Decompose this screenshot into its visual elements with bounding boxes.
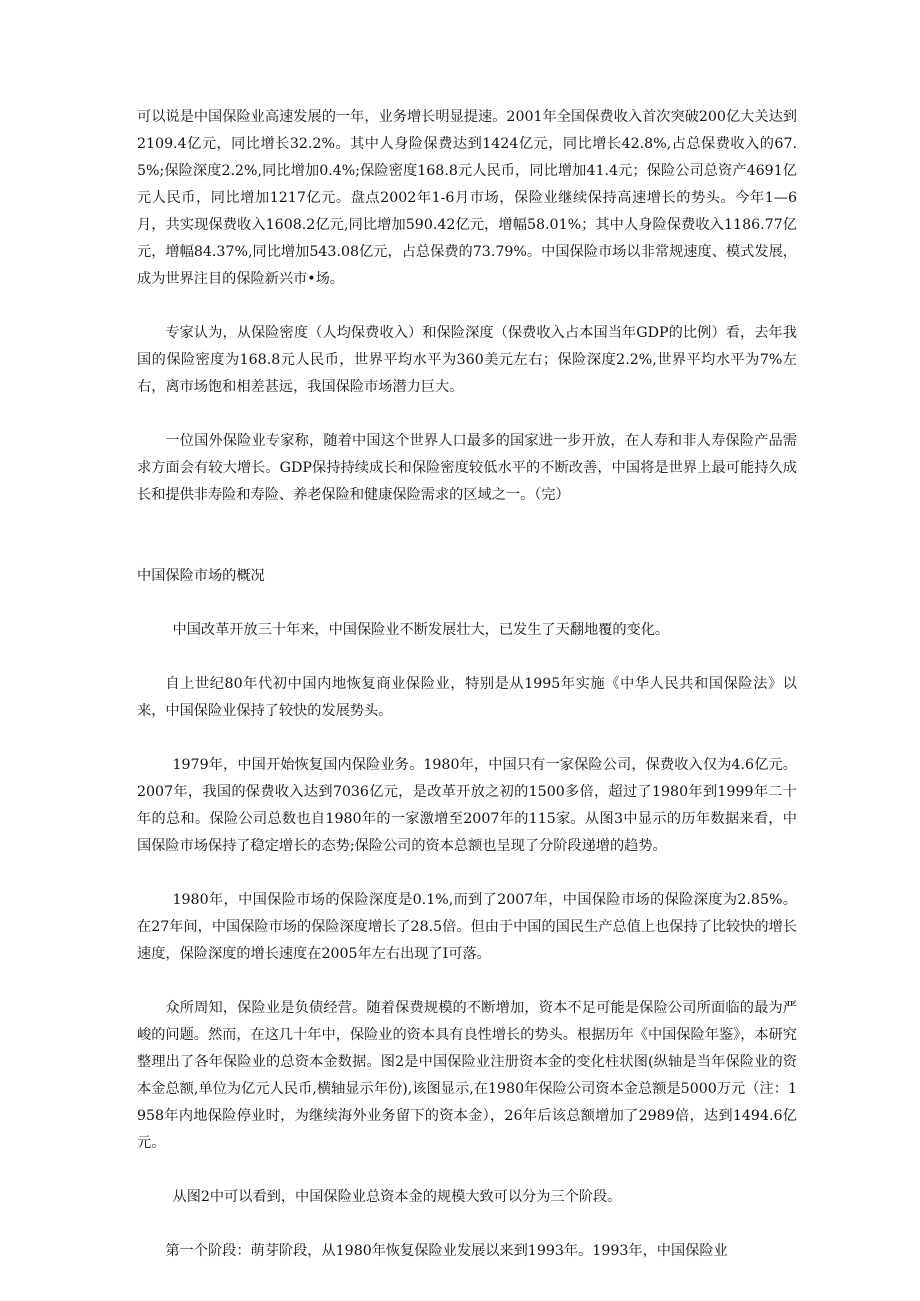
document-page bbox=[137, 104, 797, 1292]
paragraph-2001-premium-stats: 可以说是中国保险业高速发展的一年，业务增长明显提速。2001年全国保费收入首次突破200亿大关达到2109.4亿元，同比增长32.2%。其中人身险保费达到1424亿元，同比增长42.8%,占总保费收入的67.5%;保险深度2.2%,同比增加0.4%;保险密度168.8元人民币，同比增加41.4元；保险公司总资产4691亿元人民币，同比增加1217亿元。盘点2002年1-6月市场，保险业继续保持高速增长的势头。今年1—6月，共实现保费收入1608.2亿元,同比增加590.42亿元，增幅58.01%；其中人身险保费收入1186.77亿元，增幅84.37%,同比增加543.08亿元，占总保费的73.79%。中国保险市场以非常规速度、模式发展，成为世界注目的保险新兴市•场。 bbox=[137, 109, 797, 287]
paragraph-foreign-expert: 一位国外保险业专家称，随着中国这个世界人口最多的国家进一步开放，在人寿和非人寿保险产品需求方面会有较大增长。GDP保持持续成长和保险密度较低水平的不断改善，中国将是世界上最可能持久成长和提供非寿险和寿险、养老保险和健康保险需求的区域之一。（完） bbox=[137, 433, 797, 503]
paragraph-insurance-law: 自上世纪80年代初中国内地恢复商业保险业，特别是从1995年实施《中华人民共和国保险法》以来，中国保险业保持了较快的发展势头。 bbox=[137, 676, 797, 719]
paragraph-insurance-depth: 1980年，中国保险市场的保险深度是0.1%,而到了2007年，中国保险市场的保险深度为2.85%。在27年间，中国保险市场的保险深度增长了28.5倍。但由于中国的国民生产总值上也保持了比较快的增长速度，保险深度的增长速度在2005年左右出现了I可落。 bbox=[137, 892, 797, 962]
paragraph-capital-growth: 众所周知，保险业是负债经营。随着保费规模的不断增加，资本不足可能是保险公司所面临的最为严峻的问题。然而，在这几十年中，保险业的资本具有良性增长的势头。根据历年《中国保险年鉴》，本研究整理出了各年保险业的总资本金数据。图2是中国保险业注册资本金的变化柱状图(纵轴是当年保险业的资本金总额,单位为亿元人民币,横轴显示年份),该图显示,在1980年保险公司资本金总额是5000万元（注：1958年内地保险停业时，为继续海外业务留下的资本金），26年后该总额增加了2989倍，达到1494.6亿元。 bbox=[137, 1000, 797, 1151]
paragraph-reform-thirty-years: 中国改革开放三十年来，中国保险业不断发展壮大，已发生了天翻地覆的变化。 bbox=[172, 622, 670, 638]
paragraph-1979-restoration: 1979年，中国开始恢复国内保险业务。1980年，中国只有一家保险公司，保费收入仅为4.6亿元。2007年，我国的保费收入达到7036亿元，是改革开放之初的1500多倍，超过了1980年到1999年二十年的总和。保险公司总数也自1980年的一家激增至2007年的115家。从图3中显示的历年数据来看，中国保险市场保持了稳定增长的态势;保险公司的资本总额也呈现了分阶段递增的趋势。 bbox=[137, 757, 797, 854]
section-title: 中国保险市场的概况 bbox=[137, 568, 265, 584]
paragraph-expert-opinion: 专家认为，从保险密度（人均保费收入）和保险深度（保费收入占本国当年GDP的比例）看，去年我国的保险密度为168.8元人民币，世界平均水平为360美元左右；保险深度2.2%,世界平均水平为7%左右，离市场饱和相差甚远，我国保险市场潜力巨大。 bbox=[137, 325, 797, 395]
paragraph-three-stages: 从图2中可以看到，中国保险业总资本金的规模大致可以分为三个阶段。 bbox=[172, 1189, 622, 1205]
paragraph-first-stage: 第一个阶段：萌芽阶段，从1980年恢复保险业发展以来到1993年。1993年，中国保险业 bbox=[165, 1243, 728, 1259]
